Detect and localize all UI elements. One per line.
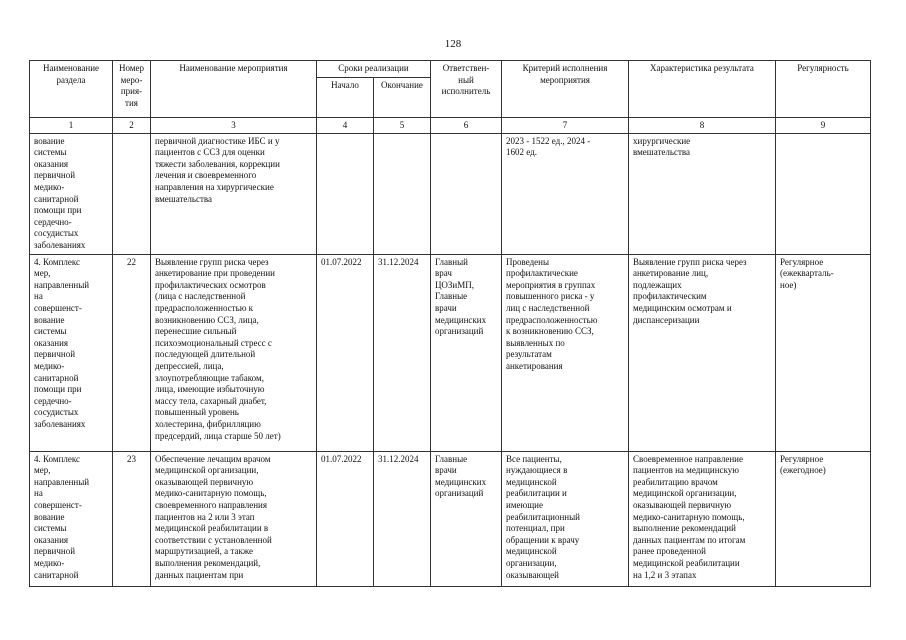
column-number: 6 bbox=[431, 117, 502, 133]
cell-criterion: 2023 - 1522 ед., 2024 - 1602 ед. bbox=[502, 133, 629, 254]
column-number: 8 bbox=[629, 117, 776, 133]
header-result: Характеристика результата bbox=[629, 61, 776, 118]
cell-end: 31.12.2024 bbox=[374, 451, 431, 586]
cell-responsible bbox=[431, 133, 502, 254]
table-row bbox=[30, 254, 871, 451]
header-end: Окончание bbox=[374, 77, 431, 117]
cell-section: 4. Комплекс мер, направленный на совершенст- вование системы оказания первичной медико- санитарной bbox=[30, 451, 113, 586]
column-numbers-row bbox=[30, 117, 871, 133]
cell-responsible: Главный врач ЦОЗиМП, Главные врачи медицинских организаций bbox=[431, 254, 502, 451]
column-number: 9 bbox=[776, 117, 871, 133]
cell-result: Выявление групп риска через анкетирование лиц, подлежащих профилактическим медицинским осмотрам и диспансеризации bbox=[629, 254, 776, 451]
cell-name: Обеспечение лечащим врачом медицинской организации, оказывающей первичную медико-санитарную помощь, своевременного направления пациентов на 2 или 3 этап медицинской реабилитации в соответствии с установленной маршрутизацией, а также выполнения рекомендаций, данных пациентам при bbox=[151, 451, 317, 586]
cell-regularity: Регулярное (ежекварталь- ное) bbox=[776, 254, 871, 451]
cell-regularity: Регулярное (ежегодное) bbox=[776, 451, 871, 586]
table-row bbox=[30, 133, 871, 254]
cell-responsible: Главные врачи медицинских организаций bbox=[431, 451, 502, 586]
column-number: 2 bbox=[113, 117, 151, 133]
cell-criterion: Проведены профилактические мероприятия в группах повышенного риска - у лиц с наследственной предрасположенностью к возникновению ССЗ, выявленных по результатам анкетирования bbox=[502, 254, 629, 451]
cell-number: 23 bbox=[113, 451, 151, 586]
cell-name: Выявление групп риска через анкетирование при проведении профилактических осмотров (лица с наследственной предрасположенностью к возникновению ССЗ, лица, перенесшие сильный психоэмоциональный стресс с последующей длительной депрессией, лица, злоупотребляющие табаком, лица, имеющие избыточную массу тела, сахарный диабет, повышенный уровень холестерина, фибрилляцию предсердий, лица старше 50 лет) bbox=[151, 254, 317, 451]
cell-end bbox=[374, 133, 431, 254]
cell-result: хирургические вмешательства bbox=[629, 133, 776, 254]
table-row bbox=[30, 451, 871, 586]
cell-name: первичной диагностике ИБС и у пациентов с ССЗ для оценки тяжести заболевания, коррекции лечения и своевременного направления на хирургические вмешательства bbox=[151, 133, 317, 254]
column-number: 1 bbox=[30, 117, 113, 133]
header-responsible: Ответствен- ный исполнитель bbox=[431, 61, 502, 118]
cell-section: 4. Комплекс мер, направленный на совершенст- вование системы оказания первичной медико- санитарной помощи при сердечно- сосудистых заболеваниях bbox=[30, 254, 113, 451]
header-start: Начало bbox=[317, 77, 374, 117]
cell-start: 01.07.2022 bbox=[317, 451, 374, 586]
measures-table bbox=[29, 60, 871, 587]
column-number: 5 bbox=[374, 117, 431, 133]
column-number: 3 bbox=[151, 117, 317, 133]
header-row bbox=[30, 61, 871, 78]
header-number: Номер меро- прия- тия bbox=[113, 61, 151, 118]
page-number: 128 bbox=[444, 38, 462, 50]
cell-criterion: Все пациенты, нуждающиеся в медицинской реабилитации и имеющие реабилитационный потенциал, при обращении к врачу медицинской организации, оказывающей bbox=[502, 451, 629, 586]
header-regularity: Регулярность bbox=[776, 61, 871, 118]
cell-result: Своевременное направление пациентов на медицинскую реабилитацию врачом медицинской организации, оказывающей первичную медико-санитарную помощь, выполнение рекомендаций данных пациентам по итогам ранее проведенной медицинской реабилитации на 1,2 и 3 этапах bbox=[629, 451, 776, 586]
header-name: Наименование мероприятия bbox=[151, 61, 317, 118]
column-number: 7 bbox=[502, 117, 629, 133]
header-terms: Сроки реализации bbox=[317, 61, 431, 78]
header-criterion: Критерий исполнения мероприятия bbox=[502, 61, 629, 118]
column-number: 4 bbox=[317, 117, 374, 133]
cell-end: 31.12.2024 bbox=[374, 254, 431, 451]
cell-start: 01.07.2022 bbox=[317, 254, 374, 451]
cell-start bbox=[317, 133, 374, 254]
cell-number: 22 bbox=[113, 254, 151, 451]
cell-number bbox=[113, 133, 151, 254]
header-section: Наименование раздела bbox=[30, 61, 113, 118]
cell-regularity bbox=[776, 133, 871, 254]
cell-section: вование системы оказания первичной медико- санитарной помощи при сердечно- сосудистых заболеваниях bbox=[30, 133, 113, 254]
